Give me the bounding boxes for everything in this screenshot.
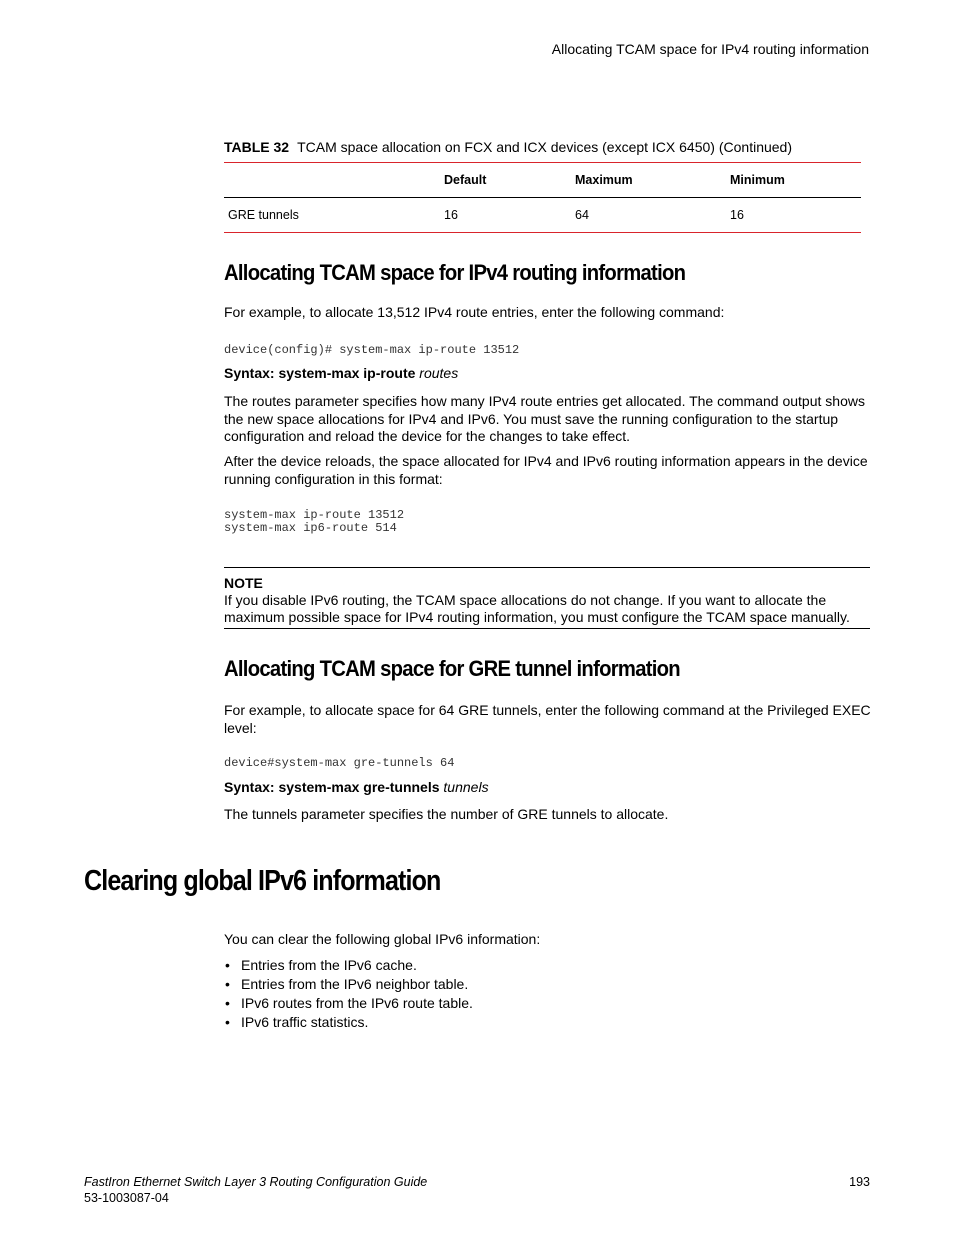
list-item — [224, 1014, 473, 1033]
list-item-text: IPv6 routes from the IPv6 route table. — [241, 995, 473, 1011]
table-cell: 16 — [440, 198, 571, 233]
gre-command-example: device#system-max gre-tunnels 64 — [224, 756, 455, 770]
bullet-icon: • — [225, 976, 230, 992]
ipv4-config-output: system-max ip-route 13512 system-max ip6-route 514 — [224, 508, 405, 535]
gre-intro-text: For example, to allocate space for 64 GRE tunnels, enter the following command at the Privileged EXEC level: — [224, 702, 871, 736]
table-cell: 16 — [726, 198, 861, 233]
footer-doc-number: 53-1003087-04 — [84, 1191, 169, 1205]
section-heading-ipv4: Allocating TCAM space for IPv4 routing information — [224, 260, 686, 285]
syntax-keyword: Syntax: system-max gre-tunnels — [224, 779, 440, 795]
gre-description: The tunnels parameter specifies the number of GRE tunnels to allocate. — [224, 806, 669, 822]
ipv4-syntax — [224, 365, 458, 381]
footer-page-number: 193 — [849, 1175, 870, 1189]
table-caption — [224, 139, 792, 155]
column-header-minimum: Minimum — [726, 163, 861, 198]
clear-intro-text: You can clear the following global IPv6 information: — [224, 931, 541, 947]
gre-syntax — [224, 779, 489, 795]
list-item-text: Entries from the IPv6 neighbor table. — [241, 976, 469, 992]
list-item — [224, 976, 473, 995]
list-item-text: Entries from the IPv6 cache. — [241, 957, 417, 973]
footer-guide-title: FastIron Ethernet Switch Layer 3 Routing Configuration Guide — [84, 1175, 428, 1189]
running-header: Allocating TCAM space for IPv4 routing information — [551, 41, 869, 57]
chapter-heading-clear-ipv6: Clearing global IPv6 information — [84, 865, 441, 897]
clear-items-list — [224, 957, 473, 1033]
section-heading-gre: Allocating TCAM space for GRE tunnel information — [224, 656, 680, 681]
column-header-default: Default — [440, 163, 571, 198]
syntax-keyword: Syntax: system-max ip-route — [224, 365, 416, 381]
ipv4-command-example: device(config)# system-max ip-route 13512 — [224, 343, 520, 357]
note-text: If you disable IPv6 routing, the TCAM space allocations do not change. If you want to allocate the maximum possible space for IPv4 routing information, you must configure the TCAM space manually. — [224, 592, 850, 625]
list-item-text: IPv6 traffic statistics. — [241, 1014, 369, 1030]
ipv4-reload-text: After the device reloads, the space allocated for IPv4 and IPv6 routing information appears in the device running configuration in this format: — [224, 453, 868, 487]
table-row — [224, 198, 861, 233]
list-item — [224, 995, 473, 1014]
ipv4-description: The routes parameter specifies how many IPv4 route entries get allocated. The command output shows the new space allocations for IPv4 and IPv6. You must save the running configuration to the startup configuration and reload the device for the changes to take effect. — [224, 393, 865, 444]
column-header-maximum: Maximum — [571, 163, 726, 198]
table-cell: 64 — [571, 198, 726, 233]
syntax-argument: tunnels — [443, 779, 489, 795]
table-caption-text: TCAM space allocation on FCX and ICX devices (except ICX 6450) (Continued) — [297, 139, 792, 155]
syntax-argument: routes — [419, 365, 459, 381]
ipv4-intro-text: For example, to allocate 13,512 IPv4 route entries, enter the following command: — [224, 304, 725, 320]
tcam-allocation-table — [224, 162, 861, 233]
table-cell: GRE tunnels — [224, 198, 440, 233]
note-top-rule — [224, 567, 870, 568]
bullet-icon: • — [225, 995, 230, 1011]
bullet-icon: • — [225, 1014, 230, 1030]
bullet-icon: • — [225, 957, 230, 973]
note-label: NOTE — [224, 575, 263, 591]
column-header — [224, 163, 440, 198]
note-bottom-rule — [224, 628, 870, 629]
table-header-row — [224, 163, 861, 198]
table-label: TABLE 32 — [224, 139, 290, 155]
list-item — [224, 957, 473, 976]
